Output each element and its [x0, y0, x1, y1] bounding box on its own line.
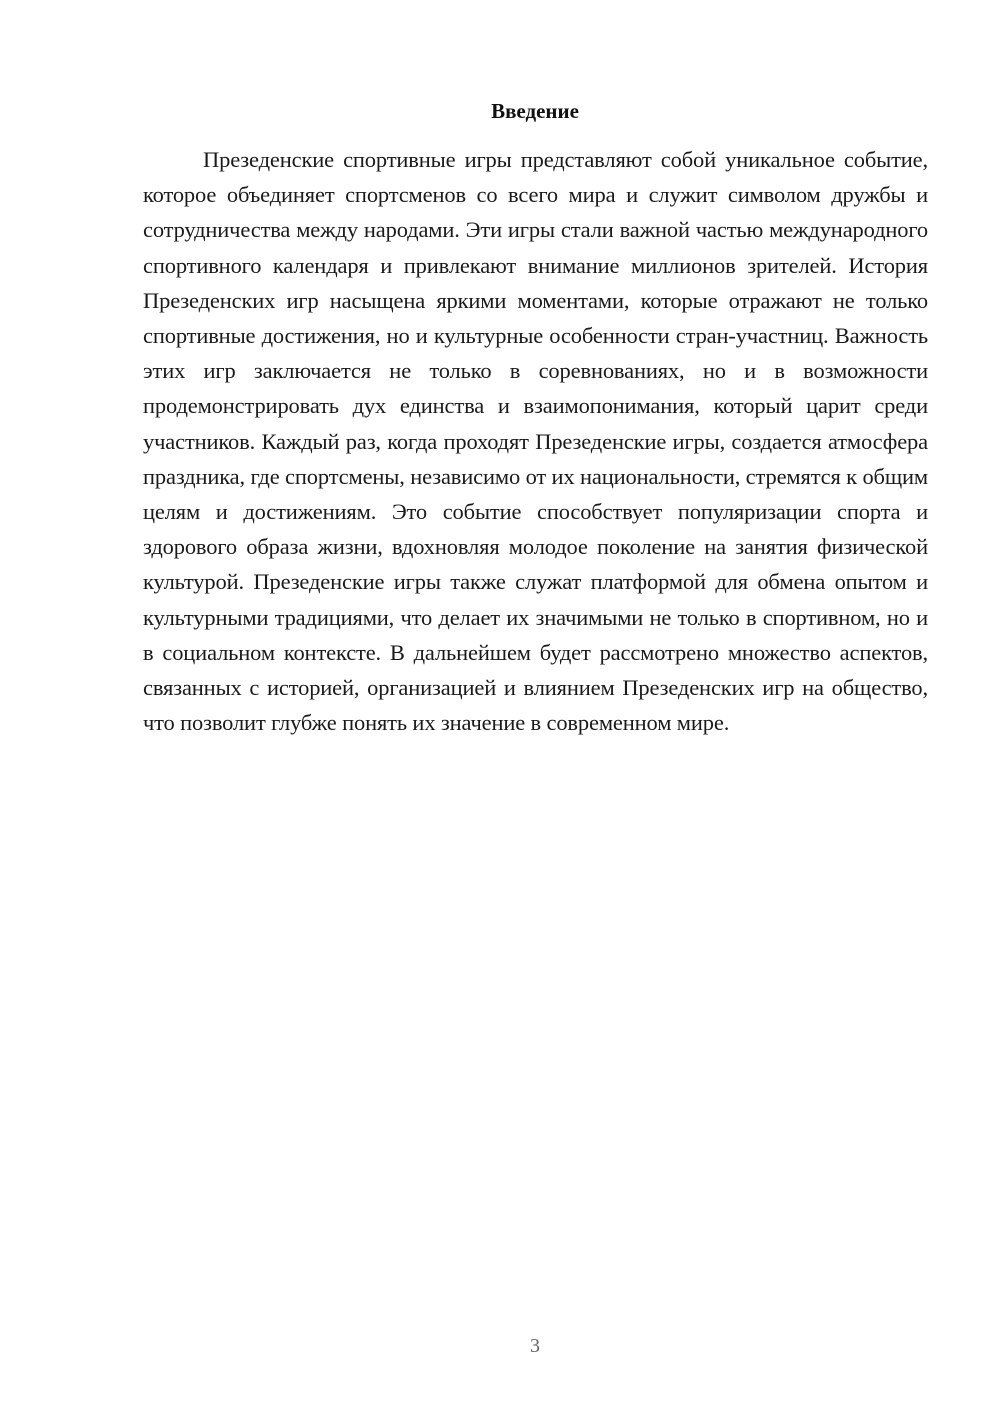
body-paragraph: Презеденские спортивные игры представляют собой уникальное событие, которое объединяет спортсменов со всего мира и служит символом дружбы и сотрудничества между народами. Эти игры стали важной частью международного спортивного календаря и привлекают внимание миллионов зрителей. История Презеденских игр насыщена яркими моментами, которые отражают не только спортивные достижения, но и культурные особенности стран-участниц. Важность этих игр заключается не только в соревнованиях, но и в возможности продемонстрировать дух единства и взаимопонимания, который царит среди участников. Каждый раз, когда проходят Презеденские игры, создается атмосфера праздника, где спортсмены, независимо от их национальности, стремятся к общим целям и достижениям. Это событие способствует популяризации спорта и здорового образа жизни, вдохновляя молодое поколение на занятия физической культурой. Презеденские игры также служат платформой для обмена опытом и культурными традициями, что делает их значимыми не только в спортивном, но и в социальном контексте. В дальнейшем будет рассмотрено множество аспектов, связанных с историей, организацией и влиянием Презеденских игр на общество, что позволит глубже понять их значение в современном мире. [143, 147, 928, 736]
page-number: 3 [530, 1335, 540, 1357]
section-heading: Введение [491, 99, 579, 123]
